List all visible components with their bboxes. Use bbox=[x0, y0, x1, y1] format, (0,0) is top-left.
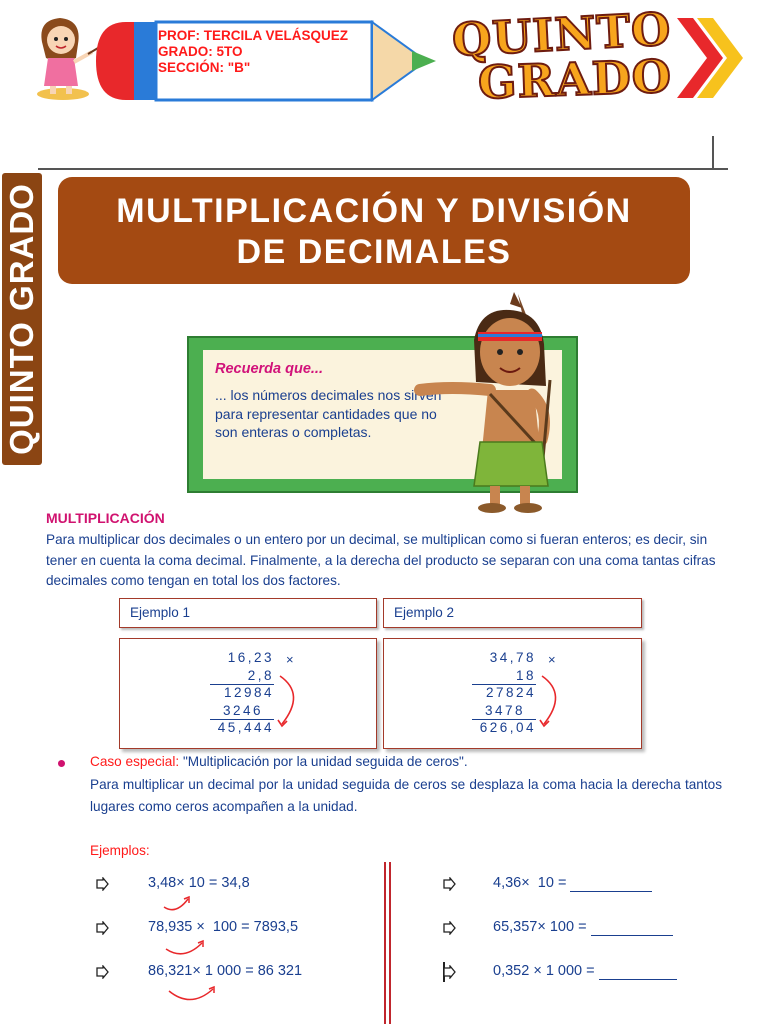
right-example-2-b: 100 bbox=[549, 919, 575, 935]
example-1-decimal-arrow-icon bbox=[268, 672, 308, 732]
comma-shift-arrow-icon bbox=[160, 893, 196, 913]
logo-word-grado: GRADO bbox=[477, 49, 673, 110]
example-1-header: Ejemplo 1 bbox=[119, 598, 377, 628]
arrow-bullet-icon bbox=[95, 877, 109, 891]
side-label: QUINTO GRADO bbox=[3, 183, 40, 455]
left-example-1-op: × bbox=[176, 875, 185, 891]
example-2-decimal-arrow-icon bbox=[530, 672, 570, 732]
right-example-3-op: × bbox=[533, 963, 542, 979]
indigenous-boy-illustration bbox=[410, 290, 590, 518]
right-example-1 bbox=[493, 875, 652, 892]
example-2-result: 626,04 bbox=[479, 720, 536, 735]
section-heading-multiplication: MULTIPLICACIÓN bbox=[46, 510, 165, 526]
column-divider-2 bbox=[389, 862, 391, 1024]
left-example-3-r: 86 321 bbox=[257, 963, 303, 979]
right-example-1-answer-blank bbox=[570, 875, 652, 892]
right-example-3-eq: = bbox=[586, 963, 595, 979]
header-divider-tick bbox=[712, 136, 714, 169]
example-1-calculation bbox=[200, 650, 274, 738]
special-case-heading bbox=[90, 752, 468, 773]
title-line-2: DE DECIMALES bbox=[236, 233, 512, 271]
examples-label: Ejemplos: bbox=[90, 843, 150, 858]
left-example-1 bbox=[148, 875, 250, 891]
comma-shift-arrow-icon bbox=[165, 981, 221, 1003]
right-example-2-eq: = bbox=[578, 919, 587, 935]
teacher-name: PROF: TERCILA VELÁSQUEZ bbox=[158, 28, 349, 43]
left-example-1-b: 10 bbox=[188, 875, 205, 891]
comma-shift-arrow-icon bbox=[162, 937, 210, 957]
example-2-header: Ejemplo 2 bbox=[383, 598, 642, 628]
example-2-partial2: 3478 bbox=[484, 702, 525, 718]
left-example-1-eq: = bbox=[208, 875, 218, 891]
example-1-times-sign: × bbox=[286, 652, 294, 667]
special-case-quote: "Multiplicación por la unidad seguida de ceros". bbox=[179, 754, 468, 769]
example-2-factor1: 34,78 bbox=[489, 650, 536, 665]
example-2-times-sign: × bbox=[548, 652, 556, 667]
right-example-3-a: 0,352 bbox=[493, 963, 530, 979]
arrow-bullet-icon bbox=[442, 965, 456, 979]
column-divider bbox=[384, 862, 386, 1024]
right-example-1-b: 10 bbox=[537, 875, 554, 891]
special-case-label: Caso especial: bbox=[90, 754, 180, 769]
right-example-3-b: 1 000 bbox=[545, 963, 583, 979]
arrow-bullet-icon bbox=[442, 877, 456, 891]
note-body: ... los números decimales nos sirven para representar cantidades que no son enteras o completas. bbox=[215, 387, 442, 440]
bullet-icon bbox=[58, 760, 65, 767]
header-divider bbox=[38, 168, 728, 170]
left-example-2-r: 7893,5 bbox=[253, 919, 299, 935]
grade-line: GRADO: 5TO bbox=[158, 44, 243, 59]
example-2-rule-2 bbox=[472, 719, 536, 720]
example-1-rule-2 bbox=[210, 719, 274, 720]
right-example-2-answer-blank bbox=[591, 919, 673, 936]
example-1-partial1: 12984 bbox=[223, 685, 274, 700]
logo-word-quinto: QUINTO bbox=[450, 2, 673, 67]
left-example-3 bbox=[148, 963, 302, 979]
right-example-3-answer-blank bbox=[599, 963, 677, 980]
left-example-2-b: 100 bbox=[212, 919, 238, 935]
example-1-factor2: 2,8 bbox=[247, 667, 274, 683]
teacher-info bbox=[158, 28, 348, 76]
example-2-calculation bbox=[462, 650, 536, 738]
left-example-2-op: × bbox=[196, 919, 205, 935]
title-line-1: MULTIPLICACIÓN Y DIVISIÓN bbox=[116, 192, 632, 230]
special-case-text: Para multiplicar un decimal por la unidad seguida de ceros se desplaza la coma hacia la derecha tantos lugares como ceros acompañen a la unidad. bbox=[90, 777, 722, 814]
teacher-illustration bbox=[26, 12, 100, 102]
multiplication-paragraph: Para multiplicar dos decimales o un entero por un decimal, se multiplican como si fueran enteros; es decir, sin tener en cuenta la coma decimal. Finalmente, a la derecha del producto se separan con una coma tantas cifras decimales como tengan en total los dos factores. bbox=[46, 532, 716, 588]
arrow-bullet-icon bbox=[95, 965, 109, 979]
example-2-rule-1 bbox=[472, 684, 536, 685]
example-1-result: 45,444 bbox=[217, 720, 274, 735]
right-example-2-a: 65,357 bbox=[493, 919, 538, 935]
right-example-1-op: × bbox=[521, 875, 530, 891]
example-1-partial2: 3246 bbox=[222, 702, 263, 718]
example-1-factor1: 16,23 bbox=[227, 650, 274, 665]
example-2-factor2: 18 bbox=[515, 667, 536, 683]
left-example-3-op: × bbox=[192, 963, 201, 979]
page-title bbox=[58, 177, 690, 284]
left-example-1-a: 3,48 bbox=[148, 875, 177, 891]
left-example-3-b: 1 000 bbox=[204, 963, 242, 979]
note-heading: Recuerda que... bbox=[215, 361, 323, 377]
arrow-bullet-icon bbox=[442, 921, 456, 935]
section-line: SECCIÓN: "B" bbox=[158, 60, 251, 75]
right-example-1-eq: = bbox=[557, 875, 567, 891]
right-example-1-a: 4,36 bbox=[493, 875, 522, 891]
left-example-2 bbox=[148, 919, 298, 935]
left-example-2-eq: = bbox=[241, 919, 250, 935]
left-example-3-a: 86,321 bbox=[148, 963, 193, 979]
left-example-3-eq: = bbox=[245, 963, 254, 979]
example-1-rule-1 bbox=[210, 684, 274, 685]
arrow-bullet-icon bbox=[95, 921, 109, 935]
right-example-2-op: × bbox=[537, 919, 546, 935]
left-example-2-a: 78,935 bbox=[148, 919, 193, 935]
right-example-3 bbox=[493, 963, 677, 980]
right-example-2 bbox=[493, 919, 673, 936]
left-example-1-r: 34,8 bbox=[221, 875, 250, 891]
example-2-partial1: 27824 bbox=[485, 685, 536, 700]
